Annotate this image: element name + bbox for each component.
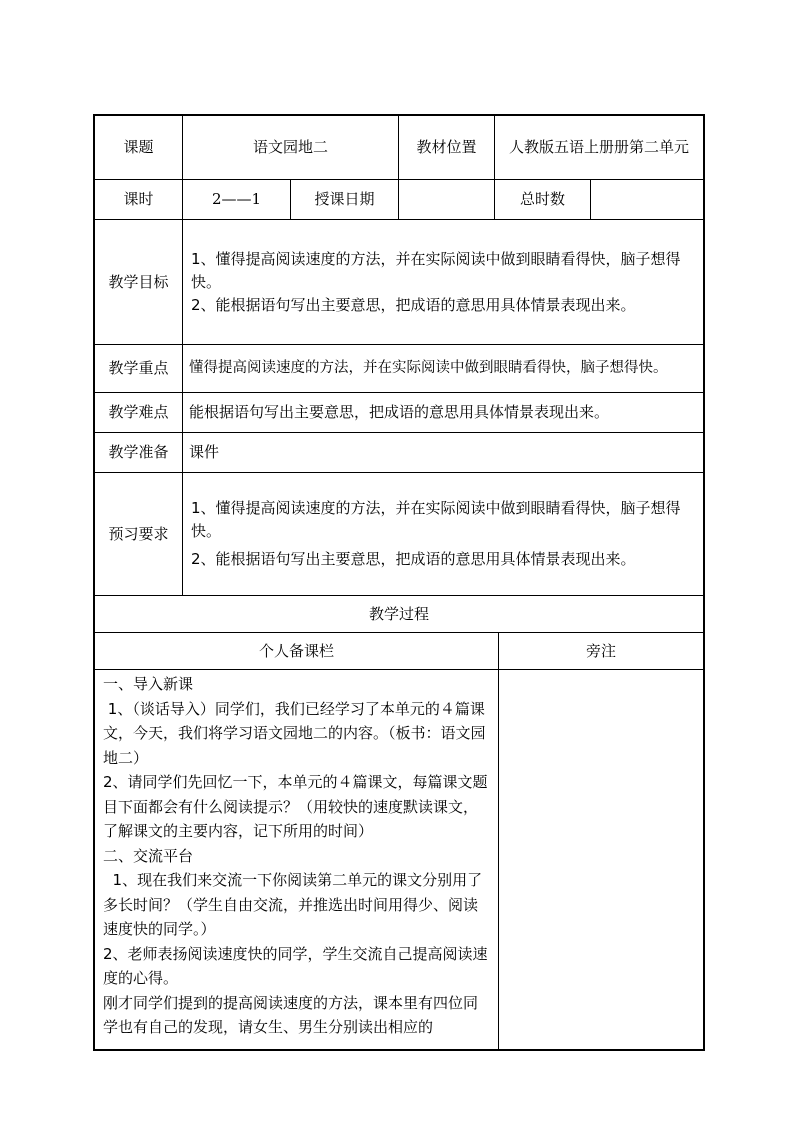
teaching-goal-item: 2、能根据语句写出主要意思，把成语的意思用具体情景表现出来。 xyxy=(191,295,636,314)
preview-requirements-label: 预习要求 xyxy=(108,524,169,543)
preview-item: 1、懂得提高阅读速度的方法，并在实际阅读中做到眼睛看得快，脑子想得快。 xyxy=(191,499,681,540)
teaching-goals-content xyxy=(183,220,703,344)
period-value: 2——1 xyxy=(211,190,262,208)
notes-column-body xyxy=(499,670,703,1051)
process-paragraph: 2、老师表扬阅读速度快的同学，学生交流自己提高阅读速度的心得。 xyxy=(103,944,488,987)
topic-label: 课题 xyxy=(123,138,154,156)
key-points-value: 懂得提高阅读速度的方法，并在实际阅读中做到眼睛看得快，脑子想得快。 xyxy=(189,360,668,376)
process-paragraph: 一、导入新课 xyxy=(103,675,194,693)
teaching-date-label: 授课日期 xyxy=(314,190,375,208)
total-hours-label: 总时数 xyxy=(519,190,565,208)
period-label: 课时 xyxy=(123,190,154,208)
teaching-goal-item: 1、懂得提高阅读速度的方法，并在实际阅读中做到眼睛看得快，脑子想得快。 xyxy=(191,249,681,291)
preview-requirements-content xyxy=(183,473,703,595)
total-hours-value xyxy=(591,180,703,219)
process-paragraph: 二、交流平台 xyxy=(103,846,194,865)
teaching-process-title: 教学过程 xyxy=(368,604,429,623)
notes-column-header: 旁注 xyxy=(585,641,616,660)
difficulties-value: 能根据语句写出主要意思，把成语的意思用具体情景表现出来。 xyxy=(189,403,610,421)
topic-value: 语文园地二 xyxy=(252,138,328,156)
key-points-label: 教学重点 xyxy=(108,359,169,377)
difficulties-label: 教学难点 xyxy=(108,403,169,421)
preparation-value: 课件 xyxy=(189,443,220,461)
preparation-label: 教学准备 xyxy=(108,443,169,461)
textbook-location-value: 人教版五语上册册第二单元 xyxy=(508,138,689,156)
personal-prep-column-header: 个人备课栏 xyxy=(258,641,334,660)
process-paragraph: 1、现在我们来交流一下你阅读第二单元的课文分别用了多长时间？（学生自由交流，并推选出时间用得少、阅读速度快的同学。） xyxy=(103,871,483,938)
process-paragraph: 刚才同学们提到的提高阅读速度的方法，课本里有四位同学也有自己的发现，请女生、男生分别读出相应的 xyxy=(103,993,479,1036)
preview-item: 2、能根据语句写出主要意思，把成语的意思用具体情景表现出来。 xyxy=(191,550,636,568)
teaching-date-value xyxy=(399,180,494,219)
teaching-process-content xyxy=(95,670,498,1051)
textbook-location-label: 教材位置 xyxy=(416,138,477,156)
process-paragraph: 2、请同学们先回忆一下，本单元的４篇课文，每篇课文题目下面都会有什么阅读提示？（用较快的速度默读课文，了解课文的主要内容，记下所用的时间） xyxy=(103,773,488,840)
lesson-plan-table xyxy=(93,114,705,1051)
teaching-goals-label: 教学目标 xyxy=(108,272,169,291)
process-paragraph: 1、（谈话导入）同学们，我们已经学习了本单元的４篇课文，今天，我们将学习语文园地二的内容。（板书：语文园地二） xyxy=(103,699,486,767)
